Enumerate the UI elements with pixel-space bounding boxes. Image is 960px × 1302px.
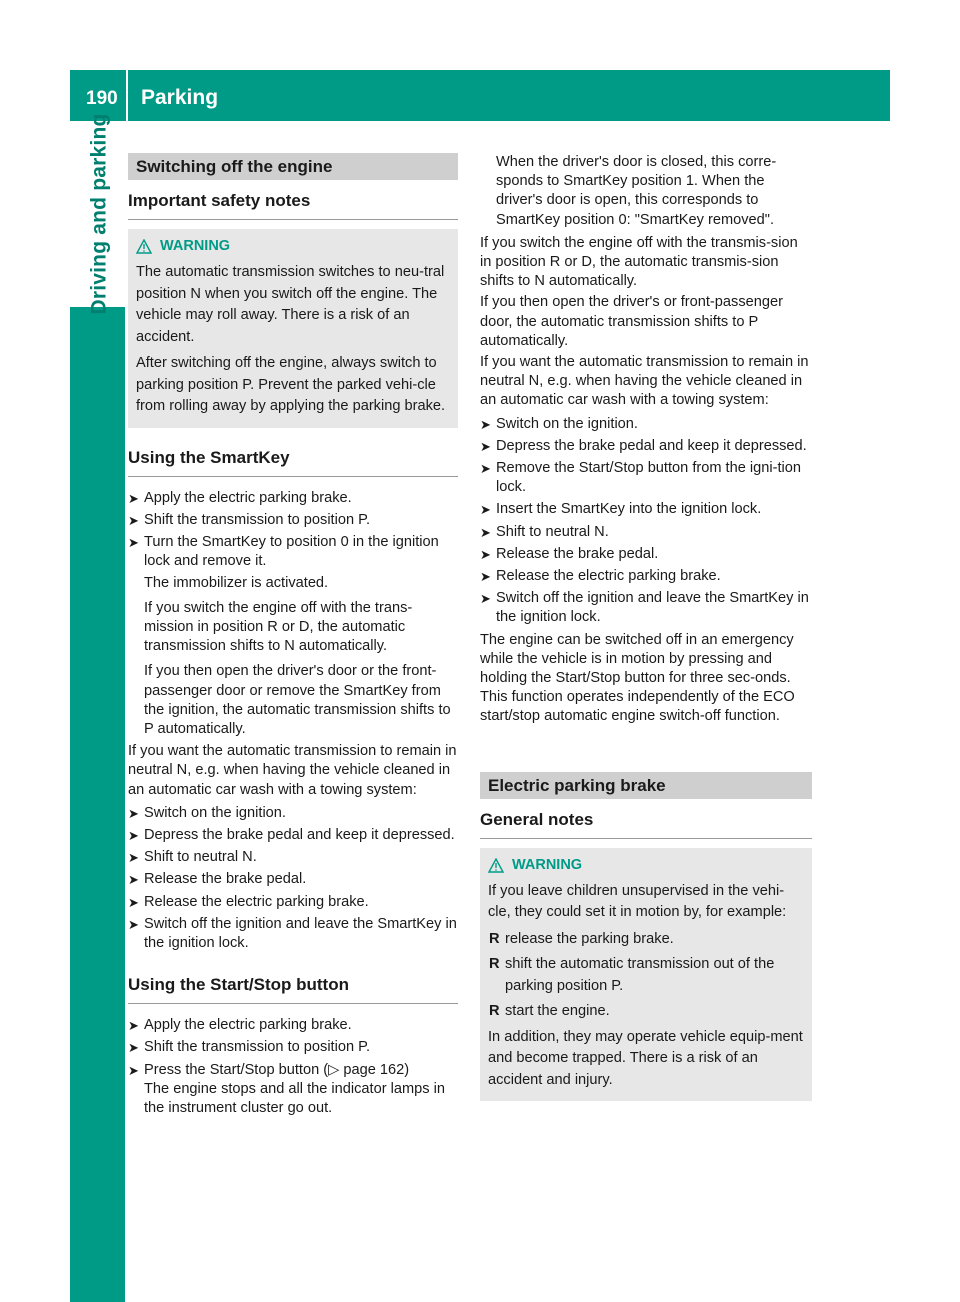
arrow-icon: ➤ [480,546,491,562]
subsection-title-general: General notes [480,810,812,839]
paragraph-transmission: If you switch the engine off with the transmis-sion in position R or D, the automatic transmis-sion shifts to N automatically. [480,234,798,290]
door-note: When the driver's door is closed, this corre-sponds to SmartKey position 1. When the driver's door is open, this corresponds to SmartKey position 0: "SmartKey removed". [496,154,777,228]
list-item: R release the parking brake. [488,929,804,951]
bullet-icon: R [489,956,500,973]
list-item: ➤ Switch off the ignition and leave the SmartKey in the ignition lock. [480,590,809,626]
side-tab-label [84,113,114,315]
arrow-icon: ➤ [128,1040,139,1056]
list-item: ➤ Switch on the ignition. [128,804,458,823]
arrow-icon: ➤ [128,872,139,888]
arrow-icon: ➤ [128,850,139,866]
warning-heading [136,237,450,256]
startstop-steps [128,1016,458,1118]
warning-triangle-icon [136,239,152,254]
list-item: ➤ Shift to neutral N. [128,848,458,867]
list-item: R start the engine. [488,1001,804,1023]
list-item: ➤ Switch on the ignition. [480,415,812,434]
list-item: ➤ Apply the electric parking brake. [128,489,458,508]
section-title-switching-off: Switching off the engine [128,153,458,180]
emergency-note: The engine can be switched off in an emergency while the vehicle is in motion by pressing and holding the Start/Stop button for three sec-onds. This function operates independently of the ECO start/stop automatic engine switch-off function. [480,631,795,725]
arrow-icon: ➤ [480,438,491,454]
list-item: ➤ Apply the electric parking brake. [128,1016,458,1035]
arrow-icon: ➤ [128,535,139,551]
arrow-icon: ➤ [128,894,139,910]
arrow-icon: ➤ [480,591,491,607]
warning-box [480,848,812,1102]
warning-heading [488,856,804,875]
list-item: ➤ Release the electric parking brake. [128,893,458,912]
warning-outro: In addition, they may operate vehicle equip-ment and become trapped. There is a risk of an accident and injury. [488,1028,803,1088]
list-item: ➤ Depress the brake pedal and keep it depressed. [480,437,812,456]
paragraph-door: If you then open the driver's or front-passenger door, the automatic transmission shifts to P automatically. [480,294,783,349]
neutral-steps [128,804,458,953]
page-reference-link[interactable]: Press the Start/Stop button (▷ page 162) [144,1061,410,1078]
arrow-icon: ➤ [480,461,491,477]
list-item: ➤ Depress the brake pedal and keep it depressed. [128,826,458,845]
warning-triangle-icon [488,858,504,873]
right-column [480,153,812,1101]
list-item: ➤ Turn the SmartKey to position 0 in the ignition lock and remove it. The immobilizer is activated. If you switch the engine off with the trans-mission in position R or D, the automatic transmission shifts to N automatically. If you then open the driver's door or the front-passenger door or remove the SmartKey from the ignition, the automatic transmission shifts to P automatically. [128,533,458,739]
warning-intro: If you leave children unsupervised in the vehi-cle, they could set it in motion by, for example: [488,882,787,921]
arrow-icon: ➤ [128,1018,139,1034]
page-number: 190 [86,88,118,109]
arrow-icon: ➤ [128,805,139,821]
arrow-icon: ➤ [128,490,139,506]
list-item: ➤ Shift the transmission to position P. [128,1038,458,1057]
arrow-icon: ➤ [480,569,491,585]
warning-text-1: The automatic transmission switches to neu-tral position N when you switch off the engine. The vehicle may roll away. There is a risk of an accident. [136,264,445,345]
step-note-1: If you switch the engine off with the trans-mission in position R or D, the automatic transmission shifts to N automatically. [144,599,413,655]
header-divider [126,70,128,121]
warning-text-2: After switching off the engine, always switch to parking position P. Prevent the parked vehi-cle from rolling away by applying the parking brake. [136,355,446,415]
list-item [128,1061,458,1119]
bullet-icon: R [489,1003,500,1020]
subsection-title-smartkey: Using the SmartKey [128,448,458,477]
warning-box [128,229,458,428]
arrow-icon: ➤ [128,827,139,843]
list-item: ➤ Shift the transmission to position P. [128,511,458,530]
warning-label: WARNING [160,238,231,254]
neutral-steps [480,415,812,628]
arrow-icon: ➤ [480,416,491,432]
arrow-icon: ➤ [480,502,491,518]
step-result: The immobilizer is activated. [144,574,329,591]
subsection-title-startstop: Using the Start/Stop button [128,975,458,1004]
list-item: ➤ Shift to neutral N. [480,523,812,542]
list-item: ➤ Insert the SmartKey into the ignition lock. [480,500,812,519]
left-column [128,153,458,1121]
warning-label: WARNING [512,856,583,873]
smartkey-steps [128,489,458,739]
chapter-title: Parking [141,86,219,109]
section-title-epb: Electric parking brake [480,772,812,799]
list-item: ➤ Release the electric parking brake. [480,567,812,586]
bullet-icon: R [489,930,500,947]
arrow-icon: ➤ [128,512,139,528]
step-result: The engine stops and all the indicator lamps in the instrument cluster go out. [144,1080,445,1116]
list-item: ➤ Release the brake pedal. [480,545,812,564]
step-note-2: If you then open the driver's door or the front-passenger door or remove the SmartKey from the ignition, the automatic transmission shifts to P automatically. [144,663,451,737]
list-item: ➤ Release the brake pedal. [128,870,458,889]
list-item: ➤ Remove the Start/Stop button from the igni-tion lock. [480,460,802,496]
neutral-intro: If you want the automatic transmission to remain in neutral N, e.g. when having the vehicle cleaned in an automatic car wash with a towing system: [128,743,457,798]
arrow-icon: ➤ [128,1062,139,1078]
arrow-icon: ➤ [480,524,491,540]
list-item: ➤ Switch off the ignition and leave the SmartKey in the ignition lock. [128,915,457,951]
neutral-intro: If you want the automatic transmission to remain in neutral N, e.g. when having the vehicle cleaned in an automatic car wash with a towing system: [480,354,809,409]
arrow-icon: ➤ [128,916,139,932]
subsection-title-safety: Important safety notes [128,191,458,220]
side-tab-text: Driving and parking [87,113,110,315]
list-item: R shift the automatic transmission out of the parking position P. [489,956,775,994]
